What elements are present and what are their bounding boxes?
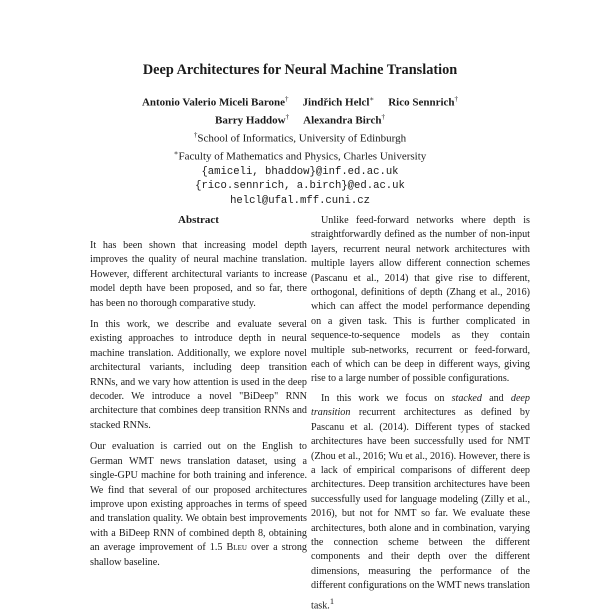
affiliation-text: School of Informatics, University of Edinburgh — [197, 132, 407, 145]
affiliation-mark: † — [285, 113, 290, 122]
intro-paragraph — [311, 392, 530, 613]
author-line-1 — [0, 92, 600, 110]
affiliation-mark: † — [381, 113, 385, 122]
affiliation-mark: ∗ — [173, 149, 179, 158]
intro-paragraph: Unlike feed-forward networks where depth is straightforwardly defined as the number of non-input layers, recurrent neural network architectures with multiple layers allow different connection schemes (Pascanu et al., 2014) that give rise to different, orthogonal, definitions of depth (Zhang et al., 2016) which can affect the model performance depending on a given task. This is further complicated in sequence-to-sequence models as they contain multiple sub-networks, recurrent or feed-forward, each of which can be deep in different ways, giving rise to a large number of possible configurations. — [311, 215, 530, 385]
abstract-heading: Abstract — [178, 214, 219, 226]
affiliation-mark: ∗ — [369, 95, 375, 103]
abstract-paragraph: In this work, we describe and evaluate several existing approaches to introduce depth in neural machine translation. Additionally, we explore novel architectural variants, including deep transition RNNs, and we vary how attention is used in the deep decoder. We introduce a novel "BiDeep" RNN architecture that combines deep transition RNNs and stacked RNNs. — [90, 319, 307, 431]
intro-emphasis: stacked — [451, 392, 482, 404]
affiliation-mark: † — [193, 131, 198, 140]
email-line[interactable]: {amiceli, bhaddow}@inf.ed.ac.uk — [201, 165, 399, 178]
intro-text: and — [481, 392, 511, 404]
author-name: Rico Sennrich — [388, 96, 455, 109]
affiliation-line — [0, 146, 600, 164]
affiliation-mark: † — [285, 95, 289, 103]
affiliation-line — [0, 128, 600, 146]
bleu-metric: Bleu — [226, 542, 247, 554]
email-line[interactable]: {rico.sennrich, a.birch}@ed.ac.uk — [195, 180, 405, 193]
author-line-2 — [0, 110, 600, 128]
email-line[interactable]: helcl@ufal.mff.cuni.cz — [230, 194, 370, 207]
intro-text: recurrent architectures as defined by Pascanu et al. (2014). Different types of stacked architectures have been successfully used for NMT (Zhou et al., 2016; Wu et al., 2016). However, there is a lack of empirical comparisons of different deep architectures. Deep transition architectures have been successfully used for language modeling (Zilly et al., 2016), but not for NMT so far. We evaluate these architectures, both alone and in combination, varying the connection scheme between the different components and their depth over the different dimensions, measuring the performance of the different configurations on the WMT news translation task. — [311, 407, 530, 611]
author-name: Antonio Valerio Miceli Barone — [141, 96, 286, 109]
abstract-text: Our evaluation is carried out on the English to German WMT news translation dataset, using a single-GPU machine for both training and inference. We find that several of our proposed architectures improve upon existing approaches in terms of speed and translation quality. We obtain best improvements with a BiDeep RNN of combined depth 8, obtaining an average improvement of 1.5 — [90, 441, 307, 554]
affiliation-mark: † — [454, 95, 459, 103]
abstract-paragraph: It has been shown that increasing model depth improves the quality of neural machine translation. However, different architectural variants to increase model depth have been proposed, and so far, there has been no thorough comparative study. — [90, 240, 307, 309]
author-name: Alexandra Birch — [303, 114, 382, 127]
right-column — [311, 214, 530, 613]
intro-text: In this work we focus on — [321, 392, 452, 404]
author-name: Jindřich Helcl — [302, 96, 370, 109]
affiliation-text: Faculty of Mathematics and Physics, Charles University — [178, 151, 427, 164]
paper-title: Deep Architectures for Neural Machine Translation — [142, 62, 458, 78]
footnote-mark[interactable]: 1 — [329, 595, 335, 606]
author-block — [0, 92, 600, 208]
left-column — [90, 213, 307, 577]
author-name: Barry Haddow — [215, 114, 286, 127]
abstract-text: over a strong shallow baseline. — [90, 542, 307, 568]
abstract-paragraph — [90, 440, 307, 570]
intro-emphasis: deep transition — [311, 392, 530, 419]
